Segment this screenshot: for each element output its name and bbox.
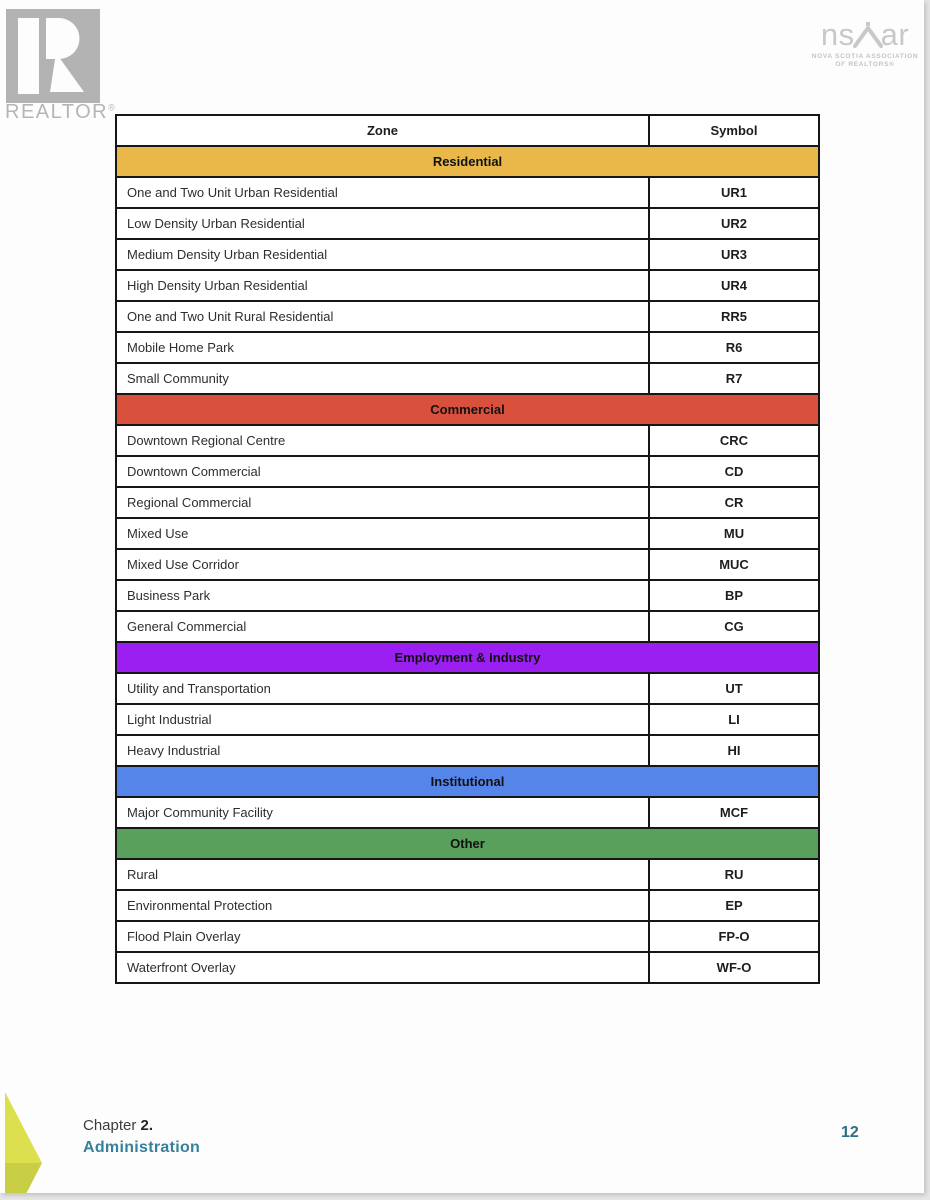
- zone-table-row: [116, 456, 819, 487]
- zone-name-cell: Mobile Home Park: [116, 332, 649, 363]
- zone-table-row: [116, 208, 819, 239]
- zone-table-row: [116, 487, 819, 518]
- section-header-cell: Institutional: [116, 766, 819, 797]
- zone-symbol-cell: CD: [649, 456, 819, 487]
- zone-symbol-cell: EP: [649, 890, 819, 921]
- zone-name-cell: General Commercial: [116, 611, 649, 642]
- zone-table-row: [116, 735, 819, 766]
- realtor-reg-mark: ®: [108, 102, 117, 113]
- zone-symbol-cell: UR3: [649, 239, 819, 270]
- zone-symbol-cell: MCF: [649, 797, 819, 828]
- zone-column-header: Zone: [116, 115, 649, 146]
- zone-name-cell: Waterfront Overlay: [116, 952, 649, 983]
- zone-name-cell: High Density Urban Residential: [116, 270, 649, 301]
- footer-chapter-label: [83, 1117, 153, 1134]
- section-header-cell: Residential: [116, 146, 819, 177]
- zone-name-cell: One and Two Unit Rural Residential: [116, 301, 649, 332]
- zone-symbol-cell: UR1: [649, 177, 819, 208]
- realtor-wordmark: [5, 101, 116, 124]
- zone-name-cell: Regional Commercial: [116, 487, 649, 518]
- section-header-row: [116, 394, 819, 425]
- zone-name-cell: Small Community: [116, 363, 649, 394]
- zone-symbol-cell: FP-O: [649, 921, 819, 952]
- zone-name-cell: One and Two Unit Urban Residential: [116, 177, 649, 208]
- chapter-number: 2.: [140, 1117, 154, 1134]
- zone-table-row: [116, 580, 819, 611]
- nsar-word-left: ns: [820, 17, 855, 52]
- zone-name-cell: Downtown Regional Centre: [116, 425, 649, 456]
- footer-arrow-decoration: [3, 1089, 47, 1193]
- zone-table-row: [116, 704, 819, 735]
- zone-table-row: [116, 673, 819, 704]
- table-header-row: [116, 115, 819, 146]
- zone-table-row: [116, 952, 819, 983]
- zone-symbol-cell: UT: [649, 673, 819, 704]
- zone-name-cell: Flood Plain Overlay: [116, 921, 649, 952]
- nsar-subtitle: [806, 53, 924, 69]
- nsar-subtitle-line1: NOVA SCOTIA ASSOCIATION: [811, 53, 919, 60]
- zone-symbol-cell: CRC: [649, 425, 819, 456]
- nsar-word-right: ar: [880, 17, 910, 52]
- realtor-word-text: REALTOR: [5, 101, 109, 123]
- zone-name-cell: Mixed Use: [116, 518, 649, 549]
- zone-symbol-cell: RU: [649, 859, 819, 890]
- zone-name-cell: Rural: [116, 859, 649, 890]
- section-header-cell: Employment & Industry: [116, 642, 819, 673]
- section-header-row: [116, 642, 819, 673]
- nsar-wordmark: [806, 18, 924, 50]
- zone-symbol-cell: BP: [649, 580, 819, 611]
- house-roof-icon: [853, 22, 883, 48]
- zone-name-cell: Medium Density Urban Residential: [116, 239, 649, 270]
- zone-table-row: [116, 518, 819, 549]
- zone-symbol-cell: MU: [649, 518, 819, 549]
- zone-symbol-cell: UR4: [649, 270, 819, 301]
- zone-table-row: [116, 177, 819, 208]
- zone-table-row: [116, 301, 819, 332]
- zone-symbol-cell: UR2: [649, 208, 819, 239]
- zone-name-cell: Heavy Industrial: [116, 735, 649, 766]
- page-number: 12: [841, 1124, 859, 1141]
- zone-name-cell: Business Park: [116, 580, 649, 611]
- zone-symbol-cell: CR: [649, 487, 819, 518]
- zone-symbol-cell: WF-O: [649, 952, 819, 983]
- zone-name-cell: Low Density Urban Residential: [116, 208, 649, 239]
- section-header-row: [116, 146, 819, 177]
- chapter-prefix: Chapter: [83, 1117, 141, 1134]
- zone-table-row: [116, 425, 819, 456]
- zone-table-row: [116, 332, 819, 363]
- realtor-r-icon: [6, 9, 100, 103]
- zone-symbol-cell: CG: [649, 611, 819, 642]
- zone-table-row: [116, 797, 819, 828]
- zone-table-row: [116, 270, 819, 301]
- zone-name-cell: Environmental Protection: [116, 890, 649, 921]
- footer-chapter-title: Administration: [83, 1139, 201, 1156]
- zone-name-cell: Mixed Use Corridor: [116, 549, 649, 580]
- nsar-subtitle-line2: OF REALTORS®: [835, 61, 895, 68]
- zone-symbol-cell: MUC: [649, 549, 819, 580]
- zone-symbol-cell: RR5: [649, 301, 819, 332]
- zone-table-row: [116, 611, 819, 642]
- nsar-logo: [806, 18, 924, 69]
- zone-table-row: [116, 363, 819, 394]
- realtor-logo: [6, 9, 100, 108]
- section-header-cell: Commercial: [116, 394, 819, 425]
- section-header-cell: Other: [116, 828, 819, 859]
- zone-table-row: [116, 239, 819, 270]
- zone-name-cell: Downtown Commercial: [116, 456, 649, 487]
- zone-table-row: [116, 859, 819, 890]
- zone-symbol-table: [115, 114, 820, 984]
- zone-name-cell: Light Industrial: [116, 704, 649, 735]
- section-header-row: [116, 828, 819, 859]
- zone-table-row: [116, 549, 819, 580]
- zone-table-row: [116, 890, 819, 921]
- zone-symbol-cell: HI: [649, 735, 819, 766]
- zone-name-cell: Utility and Transportation: [116, 673, 649, 704]
- zone-name-cell: Major Community Facility: [116, 797, 649, 828]
- zone-table-row: [116, 921, 819, 952]
- section-header-row: [116, 766, 819, 797]
- zone-symbol-cell: R6: [649, 332, 819, 363]
- symbol-column-header: Symbol: [649, 115, 819, 146]
- zone-symbol-cell: R7: [649, 363, 819, 394]
- zone-symbol-cell: LI: [649, 704, 819, 735]
